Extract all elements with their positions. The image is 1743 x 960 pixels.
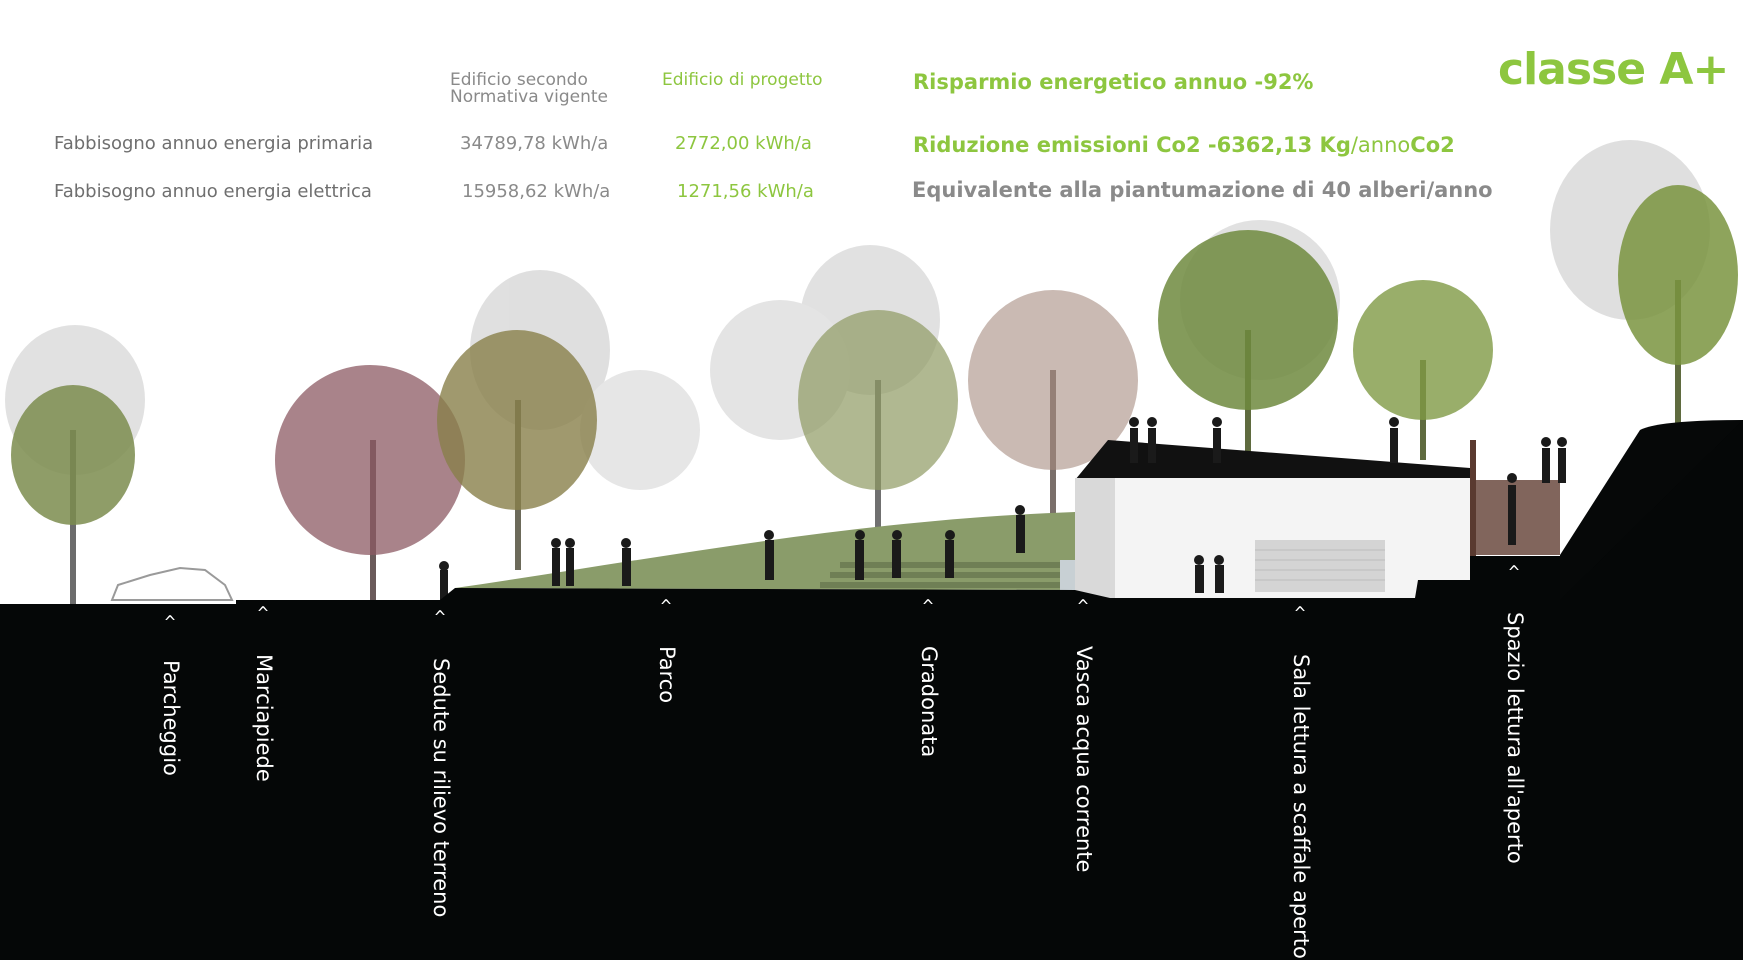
zone-label: Parcheggio [159,660,183,776]
caret-marker: ^ [1077,596,1089,617]
col-head-project: Edificio di progetto [662,70,823,90]
zone-label: Sala lettura a scaffale aperto [1289,654,1313,959]
emissions-text [913,133,1455,157]
row-reference-electric: 15958,62 kWh/a [462,181,611,202]
zone-label: Vasca acqua corrente [1072,646,1096,873]
car-silhouette [112,568,232,600]
zone-label: Marciapiede [252,654,276,782]
zone-label: Parco [655,646,679,704]
col-head-reference-line1: Edificio secondo [450,70,588,90]
caret-marker: ^ [1508,562,1520,583]
caret-marker: ^ [257,603,269,624]
col-head-reference-line2: Normativa vigente [450,87,608,107]
zone-label: Sedute su rilievo terreno [429,658,453,918]
row-reference-primary: 34789,78 kWh/a [460,133,609,154]
caret-marker: ^ [434,607,446,628]
emissions-unit-co2: Co2 [1410,133,1455,157]
col-head-reference [450,72,608,106]
emissions-main: Riduzione emissioni Co2 -6362,13 Kg [913,133,1351,157]
savings-text: Risparmio energetico annuo -92% [913,70,1314,94]
caret-marker: ^ [1294,603,1306,624]
caret-marker: ^ [164,612,176,633]
energy-class-badge: classe A+ [1498,44,1729,95]
row-label-electric: Fabbisogno annuo energia elettrica [54,181,372,202]
caret-marker: ^ [922,596,934,617]
row-label-primary: Fabbisogno annuo energia primaria [54,133,374,154]
caret-marker: ^ [660,596,672,617]
zone-label: Gradonata [917,646,941,758]
emissions-unit-anno: /anno [1350,133,1411,157]
trees-equivalent-text: Equivalente alla piantumazione di 40 alberi/anno [912,178,1493,202]
row-project-primary: 2772,00 kWh/a [675,133,812,154]
row-project-electric: 1271,56 kWh/a [677,181,814,202]
zone-label: Spazio lettura all'aperto [1503,612,1527,864]
